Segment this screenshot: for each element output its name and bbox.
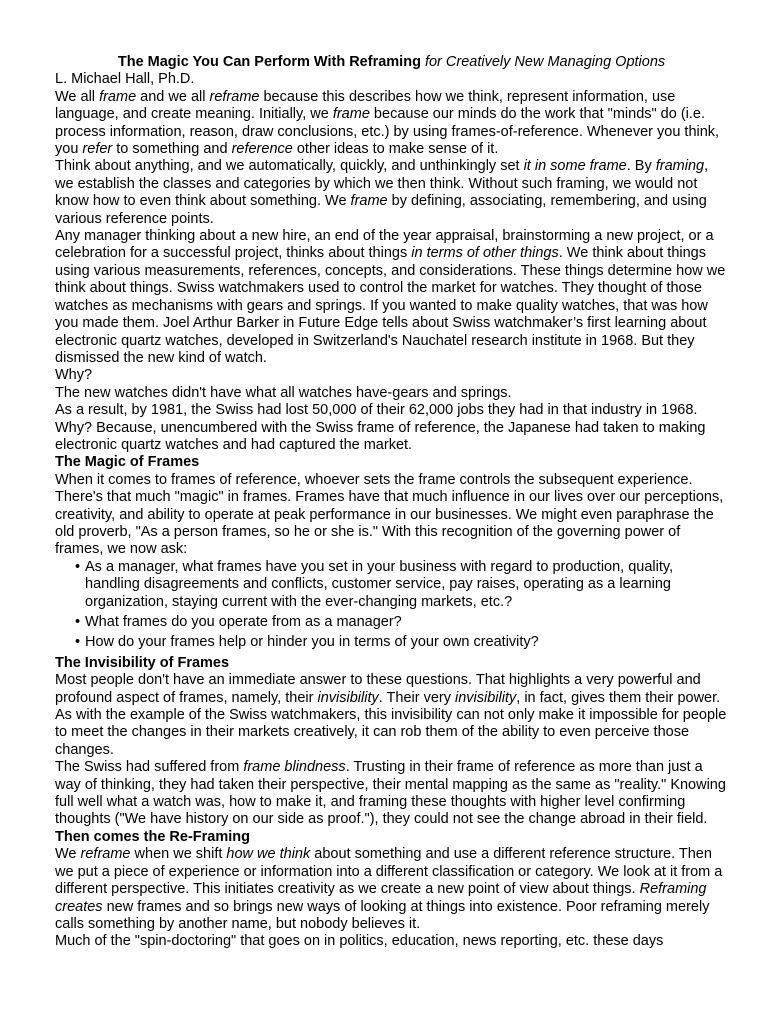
heading-invisibility-of-frames: The Invisibility of Frames: [55, 654, 230, 671]
bullet-icon: •: [75, 614, 81, 630]
list-item: • What frames do you operate from as a manager?: [75, 614, 402, 630]
bullet-icon: •: [75, 634, 81, 651]
title-main: The Magic You Can Perform With Reframing: [117, 54, 421, 70]
paragraph-5: The new watches didn't have what all watches have-gears and springs.: [55, 384, 512, 401]
paragraph-1: We all frame and we all reframe because this describes how we think, represent information, use language, and create meaning. Initially, we frame because our minds do the work that "minds" do (i.e. process information, reason, draw conclusions, etc.) by using frames-of-reference. Whenever you think, you refer to something and reference other ideas to make sense of it.: [55, 88, 720, 158]
paragraph-3: Any manager thinking about a new hire, an end of the year appraisal, brainstorming a new project, or a celebration for a successful project, thinks about things in terms of other things. We think about things using various measurements, references, concepts, and considerations. These things determine how we think about things. Swiss watchmakers used to control the market for watches. They thought of those watches as mechanisms with gears and springs. If you wanted to make quality watches, that was how you made them. Joel Arthur Barker in Future Edge tells about Swiss watchmaker’s first learning about electronic quartz watches, developed in Switzerland's Nauchatel research institute in 1968. But they dismissed the new kind of watch.: [55, 228, 726, 366]
list-item: • How do your frames help or hinder you in terms of your own creativity?: [75, 634, 539, 651]
heading-re-framing: Then comes the Re-Framing: [55, 828, 250, 845]
paragraph-7: When it comes to frames of reference, whoever sets the frame controls the subsequent experience. There's that much "magic" in frames. Frames have that much influence in our lives over our perceptions, creativity, and ability to operate at peak performance in our businesses. We might even paraphrase the old proverb, "As a person frames, so he or she is." With this recognition of the governing power of frames, we now ask:: [55, 471, 724, 558]
title-subtitle: for Creatively New Managing Options: [424, 54, 666, 70]
paragraph-2: Think about anything, and we automatically, quickly, and unthinkingly set it in some frame. By framing, we establish the classes and categories by which we then think. Without such framing, we would not know how to even think about something. We frame by defining, associating, remembering, and using various reference points.: [55, 158, 709, 227]
author-line: L. Michael Hall, Ph.D.: [55, 71, 195, 88]
paragraph-9: The Swiss had suffered from frame blindness. Trusting in their frame of reference as more than just a way of thinking, they had taken their perspective, their mental mapping as the same as "reality." Knowing full well what a watch was, how to make it, and framing these thoughts with higher level confirming thoughts ("We have history on our side as proof."), they could not see the change abroad in their field.: [55, 759, 726, 828]
paragraph-6: As a result, by 1981, the Swiss had lost 50,000 of their 62,000 jobs they had in that industry in 1968. Why? Because, unencumbered with the Swiss frame of reference, the Japanese had taken to making electronic quartz watches and had captured the market.: [55, 402, 706, 453]
question-list: [55, 559, 728, 652]
bullet-icon: •: [75, 558, 81, 575]
paragraph-8: Most people don't have an immediate answer to these questions. That highlights a very powerful and profound aspect of frames, namely, their invisibility. Their very invisibility, in fact, gives them their power. As with the example of the Swiss watchmakers, this invisibility can not only make it impossible for people to meet the changes in their markets creatively, it can rob them of the ability to even perceive those changes.: [55, 672, 727, 758]
paragraph-10: We reframe when we shift how we think about something and use a different reference structure. Then we put a piece of experience or information into a different classification or category. We look at it from a different perspective. This initiates creativity as we create a new point of view about things. Reframing creates new frames and so brings new ways of looking at things into existence. Poor reframing merely calls something by another name, but nobody believes it.: [55, 846, 723, 932]
list-item: • As a manager, what frames have you set in your business with regard to production, quality, handling disagreements and conflicts, customer service, pay raises, operating as a learning organization, staying current with the ever-changing markets, etc.?: [75, 558, 674, 610]
document-title: [55, 54, 728, 71]
heading-magic-of-frames: The Magic of Frames: [55, 454, 200, 471]
paragraph-11: Much of the "spin-doctoring" that goes on in politics, education, news reporting, etc. these days: [55, 933, 664, 950]
paragraph-4: Why?: [55, 367, 93, 384]
